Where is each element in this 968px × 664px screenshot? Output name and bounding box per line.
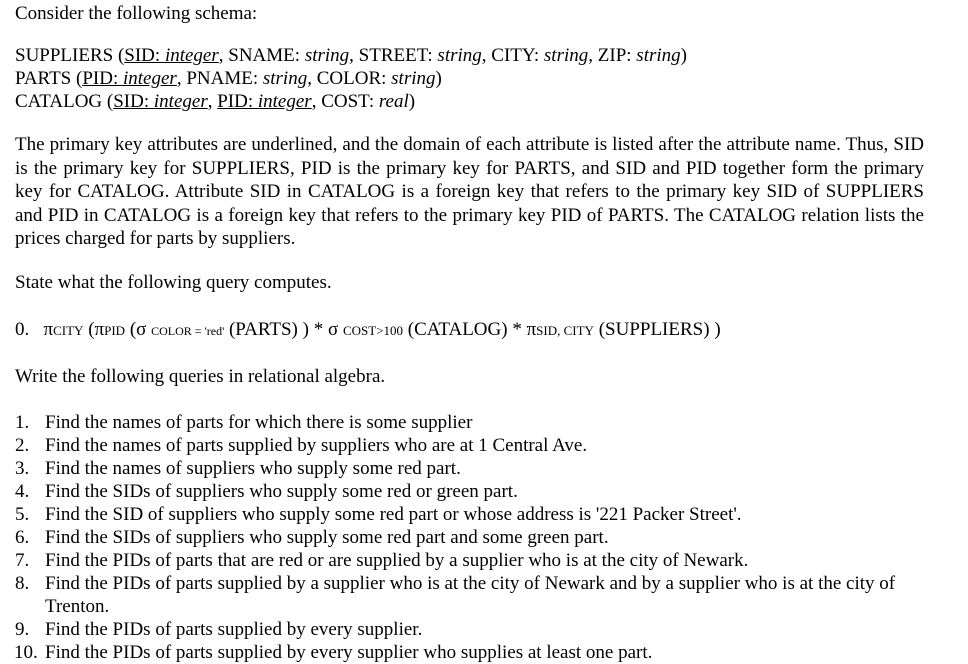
item-text: Find the names of parts supplied by suppliers who are at 1 Central Ave. bbox=[45, 435, 588, 456]
item-text: Find the names of parts for which there is some supplier bbox=[45, 412, 473, 433]
attr-name: COST bbox=[321, 91, 369, 112]
attr-name: PID bbox=[217, 91, 248, 112]
item-text: Find the SIDs of suppliers who supply some red or green part. bbox=[45, 481, 518, 502]
list-item bbox=[15, 411, 935, 434]
relation-name: SUPPLIERS bbox=[15, 45, 114, 66]
item-text: Find the names of suppliers who supply some red part. bbox=[45, 458, 461, 479]
question-list bbox=[15, 411, 935, 664]
schema-parts: PARTS (PID: integer, PNAME: string, COLOR: string) bbox=[15, 68, 442, 89]
attr-type: string bbox=[304, 45, 350, 66]
attr-type: string bbox=[543, 45, 589, 66]
item-number: 5. bbox=[15, 504, 30, 525]
item-number: 2. bbox=[15, 435, 30, 456]
join-operator: * bbox=[313, 319, 324, 340]
list-item bbox=[15, 457, 935, 480]
projection-attr: PID bbox=[104, 323, 126, 338]
item-number: 1. bbox=[15, 412, 30, 433]
relation-ref: (SUPPLIERS) bbox=[598, 319, 710, 340]
attr-type: string bbox=[391, 68, 436, 89]
selection-condition: COST>100 bbox=[342, 323, 404, 338]
list-item bbox=[15, 480, 935, 503]
pi-symbol: π bbox=[526, 319, 537, 340]
selection-condition: COLOR = 'red' bbox=[151, 324, 225, 338]
query-expression: 0. πCITY (πPID (σ COLOR = 'red' (PARTS) ) * σ COST>100 (CATALOG) * πSID, CITY (SUPPLIERS) ) bbox=[15, 319, 721, 340]
list-item bbox=[15, 503, 935, 526]
attr-type: string bbox=[262, 68, 308, 89]
relation-ref: (PARTS) bbox=[228, 319, 298, 340]
attr-name: CITY bbox=[491, 45, 534, 66]
attr-type: integer bbox=[164, 45, 219, 66]
item-text: Find the SID of suppliers who supply some red part or whose address is '221 Packer Street'. bbox=[45, 504, 742, 525]
projection-attr: SID, CITY bbox=[536, 323, 594, 338]
item-number: 3. bbox=[15, 458, 30, 479]
attr-name: PID bbox=[82, 68, 113, 89]
write-prompt: Write the following queries in relational algebra. bbox=[15, 366, 386, 387]
list-item bbox=[15, 618, 935, 641]
item-number: 8. bbox=[15, 573, 30, 594]
sigma-symbol: σ bbox=[327, 319, 339, 340]
attr-name: SID bbox=[124, 45, 155, 66]
attr-type: string bbox=[437, 45, 482, 66]
item-number: 10. bbox=[14, 642, 38, 663]
schema-catalog: CATALOG (SID: integer, PID: integer, COST: real) bbox=[15, 91, 416, 112]
attr-type: integer bbox=[122, 68, 177, 89]
projection-attr: CITY bbox=[53, 323, 84, 338]
item-text: Find the PIDs of parts supplied by every supplier. bbox=[45, 619, 423, 640]
item-text: Find the PIDs of parts supplied by a supplier who is at the city of Newark and by a supplier who is at the city of Trenton. bbox=[45, 573, 896, 617]
attr-type: string bbox=[636, 45, 681, 66]
attr-name: SID bbox=[113, 91, 144, 112]
relation-ref: (CATALOG) bbox=[407, 319, 508, 340]
list-item bbox=[15, 434, 935, 457]
attr-name: ZIP bbox=[597, 45, 627, 66]
relation-name: PARTS bbox=[15, 68, 72, 89]
pi-symbol: π bbox=[94, 319, 105, 340]
list-item bbox=[15, 572, 935, 618]
schema-suppliers: SUPPLIERS (SID: integer, SNAME: string, STREET: string, CITY: string, ZIP: string) bbox=[15, 45, 687, 66]
pi-symbol: π bbox=[43, 319, 54, 340]
query-number: 0. bbox=[15, 319, 30, 340]
attr-name: STREET bbox=[358, 45, 428, 66]
explanation-paragraph: The primary key attributes are underlined, and the domain of each attribute is listed after the attribute name. Thus, SID is the primary key for SUPPLIERS, PID is the primary key for PARTS, and SID and PID together form the primary key for CATALOG. Attribute SID in CATALOG is a foreign key that refers to the primary key SID of SUPPLIERS and PID in CATALOG is a foreign key that refers to the primary key PID of PARTS. The CATALOG relation lists the prices charged for parts by suppliers. bbox=[15, 134, 924, 249]
attr-type: integer bbox=[153, 91, 208, 112]
list-item bbox=[15, 641, 935, 664]
state-prompt: State what the following query computes. bbox=[15, 272, 332, 293]
attr-name: SNAME bbox=[228, 45, 295, 66]
attr-type: integer bbox=[257, 91, 312, 112]
list-item bbox=[15, 549, 935, 572]
list-item bbox=[15, 526, 935, 549]
sigma-symbol: σ bbox=[136, 319, 147, 340]
relation-name: CATALOG bbox=[15, 91, 103, 112]
item-text: Find the PIDs of parts that are red or are supplied by a supplier who is at the city of Newark. bbox=[45, 550, 749, 571]
attr-type: real bbox=[378, 91, 409, 112]
attr-name: COLOR bbox=[316, 68, 382, 89]
attr-name: PNAME bbox=[186, 68, 253, 89]
item-text: Find the SIDs of suppliers who supply some red part and some green part. bbox=[45, 527, 609, 548]
item-number: 4. bbox=[15, 481, 30, 502]
item-text: Find the PIDs of parts supplied by every supplier who supplies at least one part. bbox=[45, 642, 653, 663]
item-number: 9. bbox=[15, 619, 30, 640]
item-number: 6. bbox=[15, 527, 30, 548]
item-number: 7. bbox=[15, 550, 30, 571]
intro-text: Consider the following schema: bbox=[15, 3, 258, 24]
join-operator: * bbox=[512, 319, 522, 340]
